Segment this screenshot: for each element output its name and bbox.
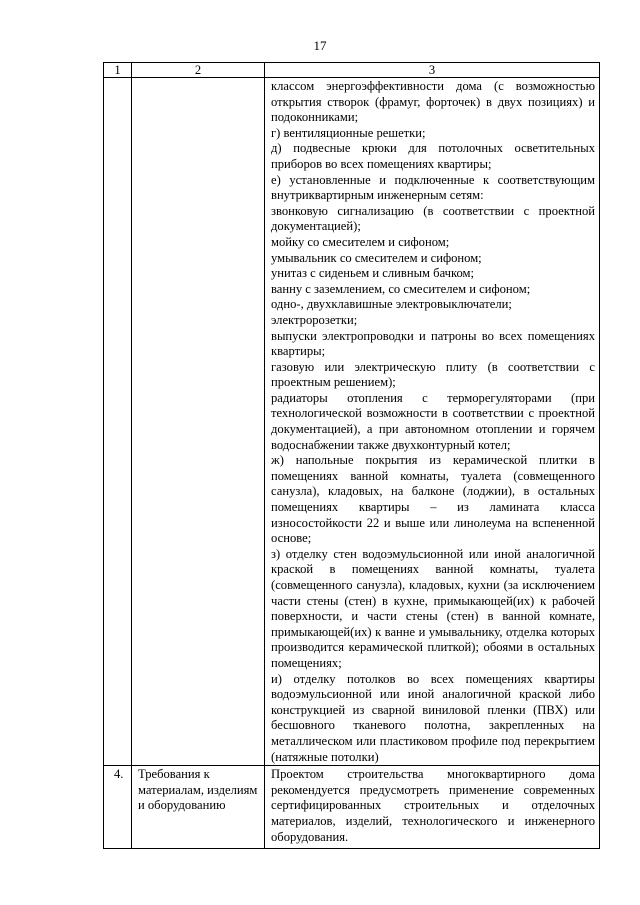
paragraph: ж) напольные покрытия из керамической плитки в помещениях ванной комнаты, туалета (совмещенного санузла), кладовых, на балконе (лоджии), в остальных помещениях квартиры – из ламината класса износостойкости 22 и выше или линолеума на вспененной основе; xyxy=(271,453,595,546)
paragraph: ванну с заземлением, со смесителем и сифоном; xyxy=(271,281,531,296)
row-4-content: Проектом строительства многоквартирного дома рекомендуется предусмотреть применение современных сертифицированных строительных и отделочных материалов, изделий, технологического и инженерного оборудования. xyxy=(265,766,600,849)
paragraph: и) отделку потолков во всех помещениях квартиры водоэмульсионной или иной аналогичной краской либо конструкцией из сварной виниловой пленки (ПВХ) или бесшовного тканевого полотна, закрепленных на металлическом или пластиковом профиле под перекрытием (натяжные потолки) xyxy=(271,671,595,764)
paragraph: классом энергоэффективности дома (с возможностью открытия створок (фрамуг, форточек) в двух позициях) и подоконниками; xyxy=(271,79,595,125)
row-continued-text xyxy=(271,79,595,765)
table-row-4 xyxy=(104,766,600,849)
paragraph: унитаз с сиденьем и сливным бачком; xyxy=(271,266,474,281)
paragraph: электророзетки; xyxy=(271,312,358,327)
header-col-1: 1 xyxy=(104,63,132,78)
row-4-title: Требования к материалам, изделиям и оборудованию xyxy=(132,766,265,849)
paragraph: з) отделку стен водоэмульсионной или иной аналогичной краской в помещениях ванной комнаты, туалета (совмещенного санузла), кладовых, кухни (за исключением части стены (стен) в кухне, примыкающей(их) к рабочей поверхности, и части стены (стен) в ванной комнате, примыкающей(их) к ванне и умывальнику, отделка которых производится керамической плиткой); обоями в остальных помещениях; xyxy=(271,546,595,670)
table-row-continued xyxy=(104,78,600,766)
paragraph: звонковую сигнализацию (в соответствии с проектной документацией); xyxy=(271,203,595,234)
row-continued-content xyxy=(265,78,600,766)
header-col-2: 2 xyxy=(132,63,265,78)
paragraph: умывальник со смесителем и сифоном; xyxy=(271,250,482,265)
page-number: 17 xyxy=(313,38,327,53)
row-4-number: 4. xyxy=(104,766,132,849)
paragraph: газовую или электрическую плиту (в соответствии с проектным решением); xyxy=(271,359,595,390)
paragraph: выпуски электропроводки и патроны во всех помещениях квартиры; xyxy=(271,328,595,359)
table-header-row xyxy=(104,63,600,78)
paragraph: д) подвесные крюки для потолочных осветительных приборов во всех помещениях квартиры; xyxy=(271,141,595,171)
paragraph: мойку со смесителем и сифоном; xyxy=(271,234,450,249)
requirements-table xyxy=(103,62,600,849)
paragraph: одно-, двухклавишные электровыключатели; xyxy=(271,297,512,312)
row-continued-number xyxy=(104,78,132,766)
header-col-3: 3 xyxy=(265,63,600,78)
row-continued-title xyxy=(132,78,265,766)
paragraph: е) установленные и подключенные к соответствующим внутриквартирным инженерным сетям: xyxy=(271,172,595,203)
paragraph: радиаторы отопления с терморегуляторами (при технологической возможности в соответствии с проектной документацией), а при автономном отоплении и горячем водоснабжении также двухконтурный котел; xyxy=(271,390,595,452)
paragraph: г) вентиляционные решетки; xyxy=(271,125,426,140)
